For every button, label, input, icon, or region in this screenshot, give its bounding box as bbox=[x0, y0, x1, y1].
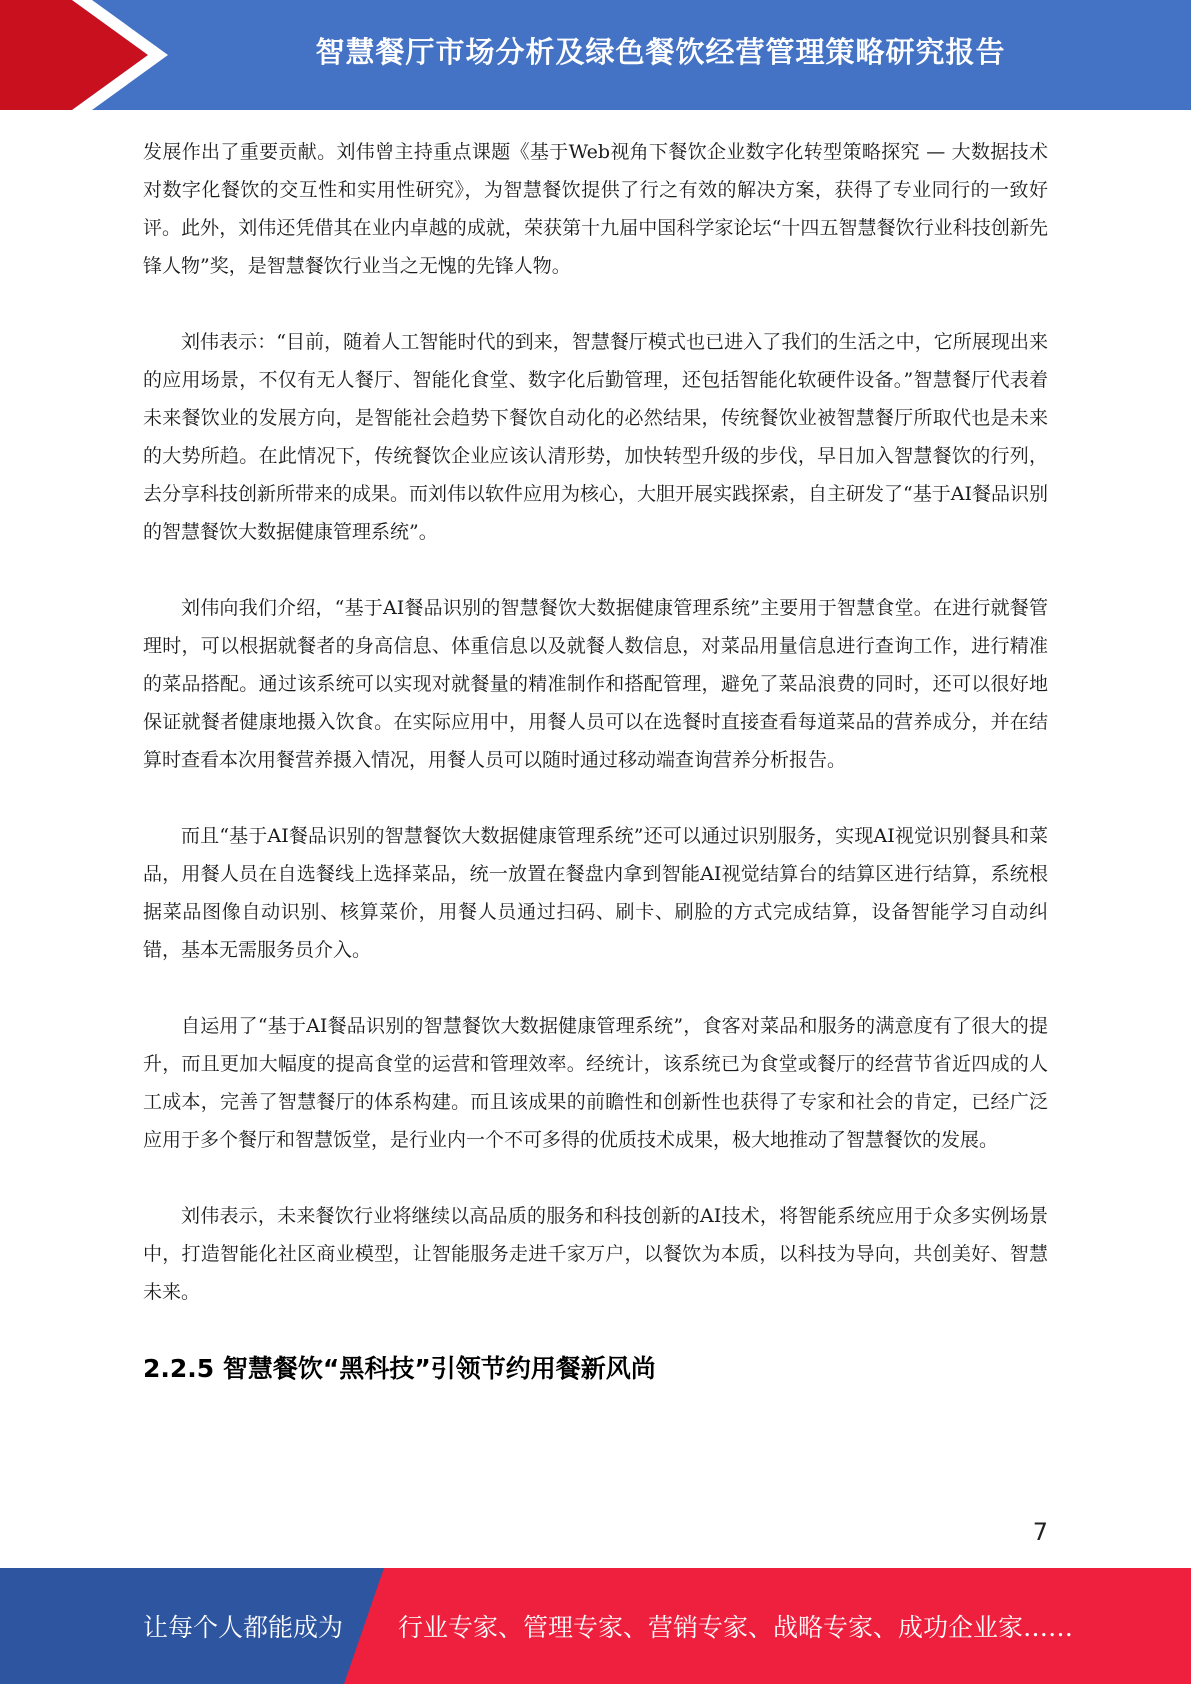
page-header bbox=[0, 0, 1191, 110]
paragraph-6: 刘伟表示，未来餐饮行业将继续以高品质的服务和科技创新的AI技术，将智能系统应用于众多实例场景中，打造智能化社区商业模型，让智能服务走进千家万户，以餐饮为本质，以科技为导向，共创美好、智慧未来。 bbox=[143, 1205, 1048, 1303]
page-number: 7 bbox=[1032, 1518, 1048, 1546]
paragraph-1: 发展作出了重要贡献。刘伟曾主持重点课题《基于Web视角下餐饮企业数字化转型策略探究 — 大数据技术对数字化餐饮的交互性和实用性研究》，为智慧餐饮提供了行之有效的解决方案，获得了专业同行的一致好评。此外，刘伟还凭借其在业内卓越的成就，荣获第十九届中国科学家论坛“十四五智慧餐饮行业科技创新先锋人物”奖，是智慧餐饮行业当之无愧的先锋人物。 bbox=[143, 141, 1048, 277]
footer-slogan-right: 行业专家、管理专家、营销专家、战略专家、成功企业家…… bbox=[398, 1613, 1074, 1642]
paragraph-3: 刘伟向我们介绍，“基于AI餐品识别的智慧餐饮大数据健康管理系统”主要用于智慧食堂。在进行就餐管理时，可以根据就餐者的身高信息、体重信息以及就餐人数信息，对菜品用量信息进行查询工作，进行精准的菜品搭配。通过该系统可以实现对就餐量的精准制作和搭配管理，避免了菜品浪费的同时，还可以很好地保证就餐者健康地摄入饮食。在实际应用中，用餐人员可以在选餐时直接查看每道菜品的营养成分，并在结算时查看本次用餐营养摄入情况，用餐人员可以随时通过移动端查询营养分析报告。 bbox=[143, 597, 1048, 771]
paragraph-5: 自运用了“基于AI餐品识别的智慧餐饮大数据健康管理系统”，食客对菜品和服务的满意度有了很大的提升，而且更加大幅度的提高食堂的运营和管理效率。经统计，该系统已为食堂或餐厅的经营节省近四成的人工成本，完善了智慧餐厅的体系构建。而且该成果的前瞻性和创新性也获得了专家和社会的肯定，已经广泛应用于多个餐厅和智慧饭堂，是行业内一个不可多得的优质技术成果，极大地推动了智慧餐饮的发展。 bbox=[143, 1015, 1048, 1151]
paragraph-2: 刘伟表示：“目前，随着人工智能时代的到来，智慧餐厅模式也已进入了我们的生活之中，它所展现出来的应用场景，不仅有无人餐厅、智能化食堂、数字化后勤管理，还包括智能化软硬件设备。”智慧餐厅代表着未来餐饮业的发展方向，是智能社会趋势下餐饮自动化的必然结果，传统餐饮业被智慧餐厅所取代也是未来的大势所趋。在此情况下，传统餐饮企业应该认清形势，加快转型升级的步伐，早日加入智慧餐饮的行列，去分享科技创新所带来的成果。而刘伟以软件应用为核心，大胆开展实践探索，自主研发了“基于AI餐品识别的智慧餐饮大数据健康管理系统”。 bbox=[143, 331, 1048, 543]
paragraph-4: 而且“基于AI餐品识别的智慧餐饮大数据健康管理系统”还可以通过识别服务，实现AI视觉识别餐具和菜品，用餐人员在自选餐线上选择菜品，统一放置在餐盘内拿到智能AI视觉结算台的结算区进行结算，系统根据菜品图像自动识别、核算菜价，用餐人员通过扫码、刷卡、刷脸的方式完成结算，设备智能学习自动纠错，基本无需服务员介入。 bbox=[143, 825, 1048, 961]
report-title: 智慧餐厅市场分析及绿色餐饮经营管理策略研究报告 bbox=[315, 34, 1006, 69]
section-heading: 2.2.5 智慧餐饮“黑科技”引领节约用餐新风尚 bbox=[143, 1354, 656, 1383]
page-footer bbox=[0, 1568, 1191, 1684]
document-body bbox=[143, 133, 1048, 1385]
footer-slogan-left: 让每个人都能成为 bbox=[143, 1613, 344, 1642]
